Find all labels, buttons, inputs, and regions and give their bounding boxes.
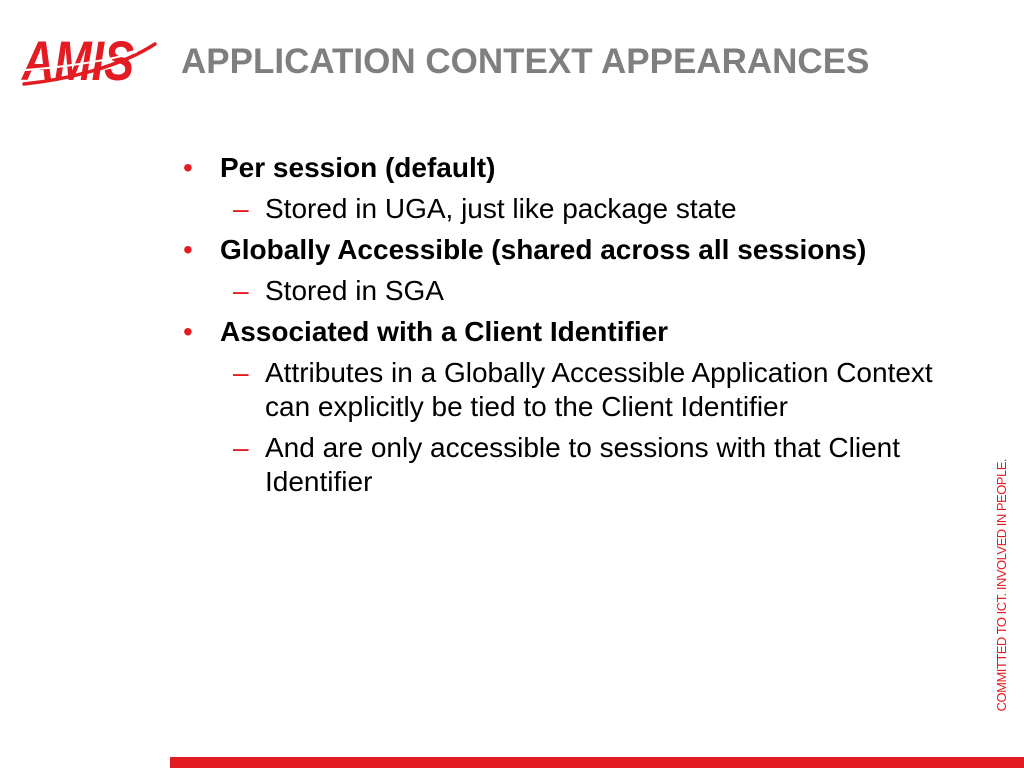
bullet-marker: •: [183, 152, 193, 183]
bullet-text: Per session (default): [220, 152, 496, 183]
bullet-text: Globally Accessible (shared across all sessions): [220, 234, 867, 265]
sub-item: [0, 192, 1000, 226]
bullet-item: [0, 233, 1000, 267]
sub-item: [0, 431, 1000, 499]
sub-item-text: Attributes in a Globally Accessible Application Context can explicitly be tied to the Client Identifier: [265, 357, 933, 422]
logo-text: AMIS: [20, 29, 134, 92]
vertical-tagline: COMMITTED TO ICT. INVOLVED IN PEOPLE.: [994, 459, 1009, 712]
sub-item-text: Stored in SGA: [265, 275, 444, 306]
sub-item-text: Stored in UGA, just like package state: [265, 193, 737, 224]
sub-item-text: And are only accessible to sessions with that Client Identifier: [265, 432, 900, 497]
sub-marker: –: [233, 193, 249, 224]
sub-marker: –: [233, 432, 249, 463]
bottom-accent-bar: [170, 757, 1024, 768]
bullet-text: Associated with a Client Identifier: [220, 316, 669, 347]
slide-body: [0, 151, 1000, 499]
sub-item: [0, 274, 1000, 308]
bullet-item: [0, 151, 1000, 185]
bullet-marker: •: [183, 234, 193, 265]
amis-logo: [18, 30, 158, 90]
sub-marker: –: [233, 275, 249, 306]
slide-title: APPLICATION CONTEXT APPEARANCES: [181, 42, 870, 81]
sub-item: [0, 356, 1000, 424]
bullet-item: [0, 315, 1000, 349]
sub-marker: –: [233, 357, 249, 388]
bullet-marker: •: [183, 316, 193, 347]
